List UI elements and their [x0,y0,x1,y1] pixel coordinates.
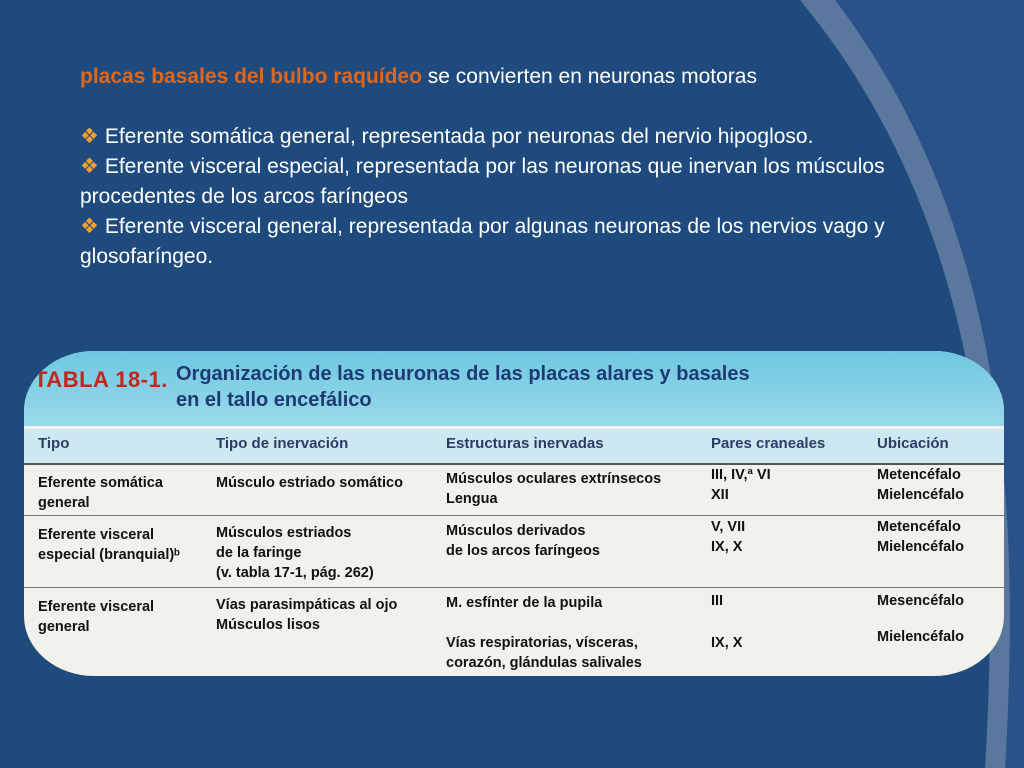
row1-estructuras [446,469,661,509]
row2-estructuras-l1: Músculos derivados [446,523,586,539]
row1-pares-l1: III, IV,ª VI [711,467,771,483]
row1-estructuras-l1: Músculos oculares extrínsecos [446,471,662,487]
row2-ubicacion-l1: Metencéfalo [877,519,961,535]
col-header-pares: Pares craneales [711,435,826,452]
row3-ubicacion-2 [877,627,964,647]
row3-estructuras-2 [446,633,642,673]
row3-tipo-l2: general [38,619,90,635]
row-divider [24,515,1004,516]
slide-text [80,62,920,272]
row1-ubicacion-l1: Metencéfalo [877,467,961,483]
row2-tipo [38,525,180,565]
row2-ubicacion-l2: Mielencéfalo [877,539,965,555]
row1-ubicacion-l2: Mielencéfalo [877,487,965,503]
diamond-bullet-icon: ❖ [80,155,99,178]
row1-tipo-l2: general [38,495,90,511]
row2-estructuras-l2: de los arcos faríngeos [446,543,600,559]
row3-pares-2 [711,633,742,653]
row2-inervacion-l3: (v. tabla 17-1, pág. 262) [216,565,374,581]
row3-pares-l1: III [711,593,724,609]
row1-tipo-l1: Eferente somática [38,475,163,491]
table-image [24,351,1004,676]
row1-inervacion [216,473,403,493]
bullet-3 [80,212,920,272]
row1-inervacion-l1: Músculo estriado somático [216,475,403,491]
row3-ubicacion-l2: Mielencéfalo [877,629,965,645]
row2-inervacion-l2: de la faringe [216,545,302,561]
row3-tipo [38,597,154,637]
col-header-estructuras: Estructuras inervadas [446,435,604,452]
row1-ubicacion [877,465,964,505]
row3-estructuras-l2: Vías respiratorias, vísceras, [446,635,638,651]
row2-pares-l1: V, VII [711,519,746,535]
bullet-2-text: Eferente visceral especial, representada por las neuronas que inervan los músculos procedentes de los arcos faríngeos [80,155,885,208]
row1-estructuras-l2: Lengua [446,491,498,507]
row1-tipo [38,473,163,513]
row3-ubicacion-1 [877,591,964,611]
row3-estructuras-l3: corazón, glándulas salivales [446,655,642,671]
row2-estructuras [446,521,600,561]
row2-ubicacion [877,517,964,557]
table-title [176,361,896,413]
bullet-1 [80,122,920,152]
row3-tipo-l1: Eferente visceral [38,599,155,615]
row3-estructuras-l1: M. esfínter de la pupila [446,595,603,611]
col-header-ubicacion: Ubicación [877,435,949,452]
row2-pares-l2: IX, X [711,539,743,555]
row3-estructuras-1 [446,593,602,613]
row2-tipo-l2: especial (branquial)ᵇ [38,547,180,563]
row3-inervacion-l1: Vías parasimpáticas al ojo [216,597,398,613]
diamond-bullet-icon: ❖ [80,215,99,238]
row2-tipo-l1: Eferente visceral [38,527,155,543]
table-title-line-1: Organización de las neuronas de las placas alares y basales [176,363,750,385]
row1-pares [711,465,771,505]
table-title-line-2: en el tallo encefálico [176,389,372,411]
bullet-3-text: Eferente visceral general, representada por algunas neuronas de los nervios vago y glosofaríngeo. [80,215,885,268]
intro-rest: se convierten en neuronas motoras [421,65,757,88]
row3-pares-1 [711,591,723,611]
bullet-2 [80,152,920,212]
row3-inervacion-l2: Músculos lisos [216,617,320,633]
row3-ubicacion-l1: Mesencéfalo [877,593,965,609]
row1-pares-l2: XII [711,487,729,503]
row2-pares [711,517,745,557]
col-header-tipo: Tipo [38,435,70,452]
row-divider [24,587,1004,588]
row3-pares-l2: IX, X [711,635,743,651]
bullet-1-text: Eferente somática general, representada por neuronas del nervio hipogloso. [104,125,814,148]
row2-inervacion [216,523,374,583]
diamond-bullet-icon: ❖ [80,125,99,148]
row2-inervacion-l1: Músculos estriados [216,525,352,541]
intro-highlight: placas basales del bulbo raquídeo [80,65,422,88]
table-number: TABLA 18-1. [34,367,168,392]
intro-line [80,62,920,92]
col-header-inervacion: Tipo de inervación [216,435,349,452]
table-reflection [24,680,1004,768]
row3-inervacion [216,595,397,635]
